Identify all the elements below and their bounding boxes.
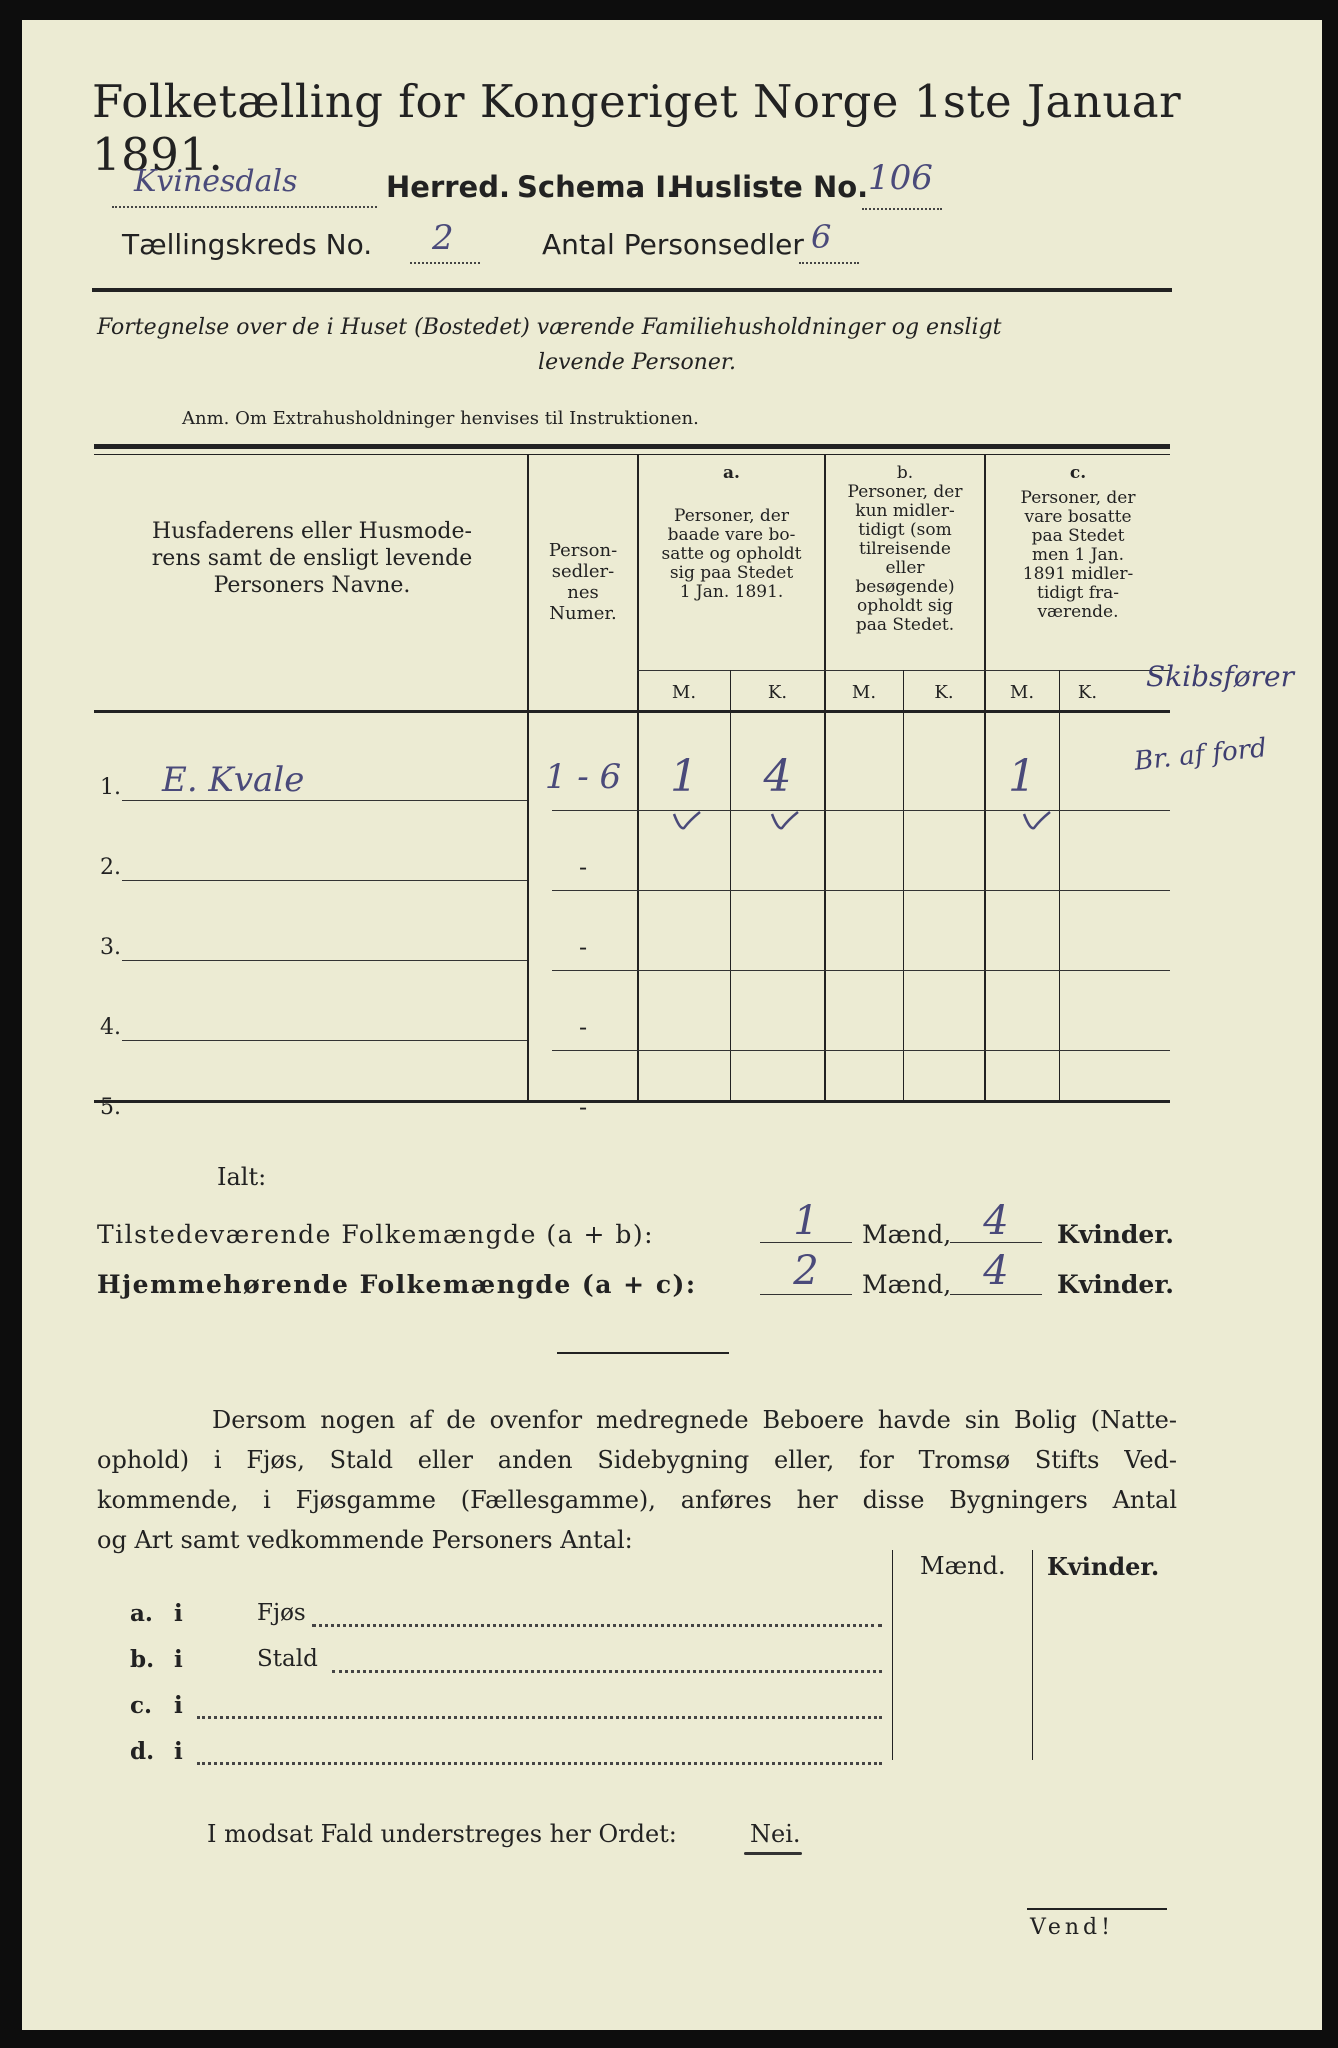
husliste-label: Husliste No.	[670, 170, 869, 204]
total-resident-k-field	[950, 1294, 1042, 1295]
col-header-b-l2: kun midler-	[855, 501, 955, 521]
footer-para-l4: og Art samt vedkommende Personers Antal:	[97, 1526, 633, 1554]
footer-item-letter: c.	[130, 1692, 153, 1719]
footer-col-kvinder: Kvinder.	[1047, 1552, 1160, 1581]
row-rule-name	[122, 800, 527, 801]
table-top-rule	[94, 444, 1170, 449]
col-header-c-l1: Personer, der	[1020, 488, 1136, 508]
row-name: E. Kvale	[162, 760, 305, 800]
margin-note-top: Skibsfører	[1146, 660, 1294, 693]
vend-rule	[1027, 1908, 1167, 1910]
footer-col-sep-2	[1032, 1550, 1033, 1760]
check-mark-icon	[672, 810, 702, 832]
col-header-a-l4: sig paa Stedet	[669, 563, 794, 583]
col-header-c-l4: men 1 Jan.	[1031, 545, 1125, 565]
krets-label: Tællingskreds No.	[122, 228, 373, 261]
row-number: 1.	[100, 775, 121, 800]
total-resident-kvinder: Kvinder.	[1057, 1270, 1174, 1299]
col-header-b-letter: b.	[896, 463, 914, 483]
row-rule-name	[122, 960, 527, 961]
col-header-b-l7: opholdt sig	[857, 596, 953, 616]
row-rule-values	[552, 890, 1170, 891]
check-mark-icon	[1022, 810, 1052, 832]
col-header-a-l2: baade vare bo-	[667, 525, 796, 545]
col-header-c-l2: vare bosatte	[1024, 507, 1132, 527]
row-number: 2.	[100, 855, 121, 880]
row-rule-name	[122, 1040, 527, 1041]
row-sedler-num: -	[578, 1013, 588, 1041]
col-b-k-label: K.	[934, 682, 954, 703]
section-divider	[557, 1352, 729, 1354]
col-c-k-label: K.	[1077, 682, 1098, 703]
col-sep-c-mk	[1059, 670, 1060, 1102]
footer-item-i: i	[174, 1692, 183, 1719]
footer-item-label: Fjøs	[257, 1600, 306, 1626]
total-resident-label: Hjemmehørende Folkemængde (a + c):	[97, 1270, 697, 1299]
footer-item-letter: a.	[130, 1600, 153, 1627]
krets-field	[410, 218, 480, 264]
footer-col-maend: Mænd.	[920, 1552, 1006, 1580]
antal-field	[799, 218, 859, 264]
col-header-b-l8: paa Stedet.	[855, 615, 955, 635]
modsat-text: I modsat Fald understreges her Ordet:	[207, 1820, 677, 1848]
table-top-rule-thin	[94, 454, 1170, 455]
herred-label: Herred.	[386, 170, 510, 204]
census-form-sheet	[22, 20, 1322, 2030]
row-rule-values	[552, 810, 1170, 811]
row-cell-cm: 1	[1008, 751, 1036, 802]
row-rule-values	[552, 1050, 1170, 1051]
nei-text: Nei.	[750, 1820, 801, 1848]
col-a-k-label: K.	[767, 682, 788, 703]
row-sedler-num: 1 - 6	[544, 757, 622, 797]
col-header-b-l4: tilreisende	[858, 539, 951, 559]
col-header-a	[639, 464, 824, 602]
footer-para-l3: kommende, i Fjøsgamme (Fællesgamme), anføres her disse Bygningers Antal	[97, 1486, 1177, 1514]
col-header-name-l3: Personers Navne.	[213, 573, 411, 598]
row-cell-ak: 4	[763, 751, 792, 802]
page-title: Folketælling for Kongeriget Norge 1ste Januar 1891.	[92, 75, 1182, 181]
ialt-label: Ialt:	[217, 1163, 267, 1191]
col-header-num-l1: Person-	[548, 540, 618, 561]
footer-item-i: i	[174, 1600, 183, 1627]
col-header-c-l6: tidigt fra-	[1036, 583, 1119, 603]
husliste-value: 106	[868, 158, 933, 198]
vend-text: Vend!	[1030, 1915, 1114, 1940]
col-header-name	[102, 518, 522, 599]
total-resident-m: 2	[793, 1248, 819, 1294]
row-cell-am: 1	[670, 751, 698, 802]
row-number: 4.	[100, 1015, 121, 1040]
herred-value: Kvinesdals	[134, 164, 298, 199]
footer-item-i: i	[174, 1738, 183, 1765]
footer-item-dots	[197, 1762, 882, 1765]
col-header-c-l3: paa Stedet	[1031, 526, 1125, 546]
table-header-rule	[94, 710, 1170, 713]
schema-label: Schema I.	[517, 170, 678, 204]
col-sep-b-mk	[903, 670, 904, 1102]
footer-col-sep-1	[892, 1550, 893, 1760]
antal-label: Antal Personsedler	[542, 228, 804, 261]
footer-item-dots	[312, 1624, 882, 1627]
col-header-name-l2: rens samt de ensligt levende	[151, 546, 473, 571]
col-header-b-l5: eller	[885, 558, 925, 578]
total-present-label: Tilstedeværende Folkemængde (a + b):	[97, 1220, 655, 1249]
footer-para-l1: Dersom nogen af de ovenfor medregnede Beboere havde sin Bolig (Natte-	[212, 1406, 1177, 1434]
check-mark-icon	[770, 810, 800, 832]
row-sedler-num: -	[578, 1093, 588, 1121]
intro-line-2: levende Personer.	[538, 350, 736, 375]
anm-note: Anm. Om Extrahusholdninger henvises til Instruktionen.	[182, 408, 699, 429]
row-rule-values	[552, 970, 1170, 971]
footer-item-i: i	[174, 1646, 183, 1673]
col-sep-a-mk	[730, 670, 731, 1102]
herred-field	[112, 164, 377, 208]
total-resident-k: 4	[983, 1248, 1009, 1294]
col-b-m-label: M.	[851, 682, 877, 703]
husliste-field	[862, 158, 942, 210]
row-number: 3.	[100, 935, 121, 960]
footer-item-label: Stald	[257, 1646, 318, 1672]
col-header-a-l1: Personer, der	[674, 506, 789, 526]
col-header-b-l3: tidigt (som	[858, 520, 952, 540]
col-header-a-l3: satte og opholdt	[661, 544, 802, 564]
col-header-num-l3: nes	[567, 582, 599, 603]
header-divider	[92, 288, 1172, 292]
col-header-c-l5: 1891 midler-	[1022, 564, 1134, 584]
intro-line-1: Fortegnelse over de i Huset (Bostedet) værende Familiehusholdninger og ensligt	[97, 315, 1002, 340]
row-sedler-num: -	[578, 853, 588, 881]
footer-item-letter: d.	[130, 1738, 155, 1765]
antal-value: 6	[811, 218, 832, 256]
col-header-b-l1: Personer, der	[847, 482, 963, 502]
col-header-name-l1: Husfaderens eller Husmode-	[152, 519, 472, 544]
col-header-b	[826, 464, 984, 635]
total-resident-m-field	[760, 1294, 852, 1295]
col-header-num	[529, 540, 637, 624]
margin-note-row: Br. af ford	[1132, 733, 1269, 777]
footer-para-l2: ophold) i Fjøs, Stald eller anden Sidebygning eller, for Tromsø Stifts Ved-	[97, 1446, 1177, 1474]
col-header-c	[986, 464, 1170, 622]
total-present-m: 1	[793, 1198, 819, 1244]
col-a-m-label: M.	[671, 682, 697, 703]
col-header-a-l5: 1 Jan. 1891.	[679, 582, 784, 602]
nei-underline	[744, 1852, 802, 1855]
footer-item-dots	[197, 1716, 882, 1719]
col-header-c-letter: c.	[1069, 463, 1087, 483]
col-header-num-l2: sedler-	[551, 561, 615, 582]
total-resident-maend: Mænd,	[862, 1270, 952, 1299]
col-header-c-l7: værende.	[1037, 602, 1119, 622]
col-header-num-l4: Numer.	[549, 603, 617, 624]
col-header-a-letter: a.	[723, 463, 740, 483]
row-rule-name	[122, 880, 527, 881]
footer-item-letter: b.	[130, 1646, 155, 1673]
krets-value: 2	[432, 218, 454, 258]
col-header-b-l6: besøgende)	[855, 577, 955, 597]
total-present-k: 4	[983, 1198, 1009, 1244]
row-sedler-num: -	[578, 933, 588, 961]
row-number: 5.	[100, 1095, 121, 1120]
col-c-m-label: M.	[1009, 682, 1035, 703]
footer-item-dots	[332, 1670, 882, 1673]
total-present-kvinder: Kvinder.	[1057, 1220, 1174, 1249]
footer-paragraph	[97, 1400, 1177, 1560]
total-present-maend: Mænd,	[862, 1220, 952, 1249]
